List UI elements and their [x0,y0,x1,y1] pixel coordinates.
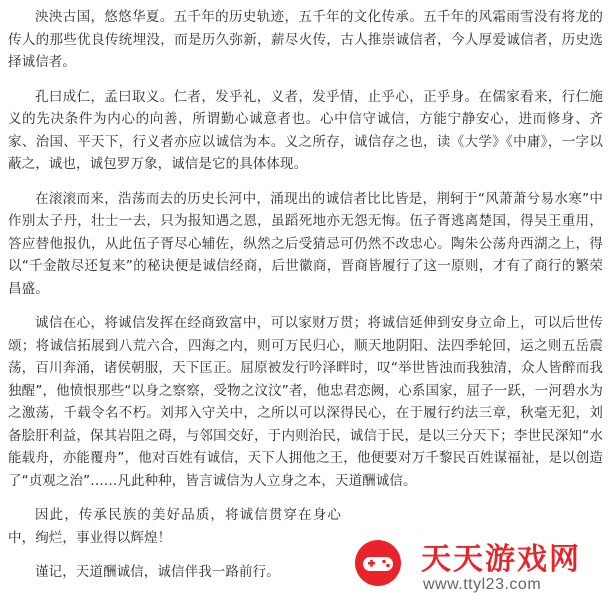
paragraph-2: 孔曰成仁，孟曰取义。仁者，发乎礼，义者，发乎情，止乎心，正乎身。在儒家看来，行仁施义的先决条件为内心的向善，所谓勤心诚意者也。心中信守诚信，方能宁静安心，进而修身、齐家、治国、平天下，行义者亦应以诚信为本。义之所存，诚信存之也，读《大学》《中庸》，一字以蔽之，诚也，诚包罗万象，诚信是它的具体体现。 [8,88,603,172]
site-url: www.ttyl23.com [423,576,542,593]
paragraph-6: 谨记，天道酬诚信，诚信伴我一路前行。 [35,564,280,580]
paragraph-5: 因此，传承民族的美好品质，将诚信贯穿在身心中，绚烂，事业得以辉煌！ [8,507,341,546]
paragraph-1: 泱泱古国，悠悠华夏。五千年的历史轨迹，五千年的文化传承。五千年的风霜雨雪没有将龙的传人的那些优良传统埋没，而是历久弥新，薪尽火传，古人推崇诚信者，今人厚爱诚信者，历史选择诚信者。 [8,9,603,70]
paragraph-3: 在滚滚而来，浩荡而去的历史长河中，涌现出的诚信者比比皆是，荆轲于“风萧萧兮易水寒”中作别太子丹，壮士一去，只为报知遇之恩，虽蹈死地亦无怨无悔。伍子胥逃离楚国，得吴王重用，答应替他报仇，从此伍子胥尽心辅佐，纵然之后受猜忌可仍然不改忠心。陶朱公荡舟西湖之上，得以“千金散尽还复来”的秘诀便是诚信经商，后世徽商，晋商皆履行了这一原则，才有了商行的繁荣昌盛。 [8,190,603,297]
site-name: 天天游戏网 [421,542,581,577]
site-watermark [343,528,611,604]
game-controller-icon [353,538,403,588]
paragraph-4: 诚信在心，将诚信发挥在经商致富中，可以家财万贯；将诚信延伸到安身立命上，可以后世传颂；将诚信拓展到八荒六合，四海之内，则可万民归心，顺天地阴阳、法四季轮回，运之则五岳震荡，百川奔涌，诸侯朝服，天下匡正。屈原被发行吟泽畔时，叹“举世皆浊而我独清，众人皆醉而我独醒”，他愤恨那些“以身之察察，受物之汶汶”者，他忠君恋阙，心系国家，屈子一跃，一河碧水为之激荡，千载令名不朽。刘邦入守关中，之所以可以深得民心，在于履行约法三章，秋毫无犯，刘备脍肝利益，保其岩阻之碍，与邻国交好，于内则治民，诚信于民，是以三分天下；李世民深知“水能载舟，亦能覆舟”，他对百姓有诚信，天下人拥他之王，他便要对万千黎民百姓谋福祉，是以创造了“贞观之治”……凡此种种，皆言诚信为人立身之本，天道酬诚信。 [8,315,603,489]
